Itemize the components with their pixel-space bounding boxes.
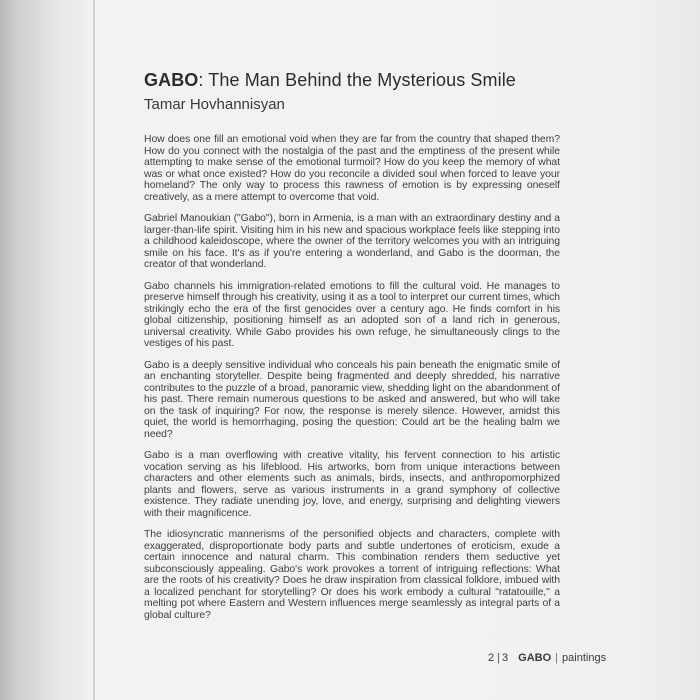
page-footer [488, 652, 606, 664]
binding-shadow [0, 0, 95, 700]
title-brand: GABO [144, 70, 199, 90]
footer-separator: | [555, 652, 559, 664]
footer-section: paintings [562, 652, 607, 664]
page-fold [93, 0, 95, 700]
article-body [144, 134, 560, 631]
paragraph-6: The idiosyncratic mannerisms of the personified objects and characters, complete with exaggerated, disproportionate body parts and subtle undertones of eroticism, exude a certain innocence and natural charm. This combination renders them seductive yet subconsciously appealing. Gabo's work provokes a torrent of intriguing reflections: What are the roots of his creativity? Does he draw inspiration from classical folklore, imbued with a localized penchant for storytelling? Or does his work embody a cultural "ratatouille," a melting pot where Eastern and Western influences merge seamlessly as integral parts of a global culture? [144, 529, 560, 621]
paragraph-2: Gabriel Manoukian ("Gabo"), born in Armenia, is a man with an extraordinary destiny and a larger-than-life spirit. Visiting him in his new and spacious workplace feels like stepping into a childhood kaleidoscope, where the owner of the territory welcomes you with an intriguing smile on his face. It's as if you're entering a wonderland, and Gabo is the doorman, the creator of that wonderland. [144, 213, 560, 270]
paragraph-3: Gabo channels his immigration-related emotions to fill the cultural void. He manages to preserve himself through his creativity, using it as a tool to interpret our current times, which strikingly echo the era of the first genocides over a century ago. He finds comfort in his global citizenship, positioning himself as an adopted son of a land rich in generous, universal creativity. While Gabo provides his own refuge, he simultaneously clings to the vestiges of his past. [144, 280, 560, 349]
page-number-separator: | [497, 652, 500, 664]
paragraph-1: How does one fill an emotional void when they are far from the country that shaped them? How do you connect with the nostalgia of the past and the emptiness of the present while attempting to make sense of the emotional turmoil? How do you keep the memory of what was or what once existed? How do you reconcile a divided soul when forced to leave your homeland? The only way to process this rawness of emotion is by expressing oneself creatively, as a mere attempt to overcome that void. [144, 134, 560, 203]
page-number-left: 2 [488, 652, 496, 664]
title-rest: : The Man Behind the Mysterious Smile [198, 70, 516, 90]
footer-brand: GABO [518, 652, 552, 664]
author-name: Tamar Hovhannisyan [144, 96, 285, 113]
paragraph-5: Gabo is a man overflowing with creative vitality, his fervent connection to his artistic vocation serving as his lifeblood. His artworks, born from unique interactions between characters and other elements such as animals, birds, insects, and anthropomorphized plants and flowers, serve as various instruments in a grand symphony of collective existence. They radiate unending joy, love, and energy, surprising and delighting viewers with their magnificence. [144, 450, 560, 519]
paragraph-4: Gabo is a deeply sensitive individual who conceals his pain beneath the enigmatic smile of an enchanting storyteller. Despite being fragmented and deeply shredded, his narrative contributes to the puzzle of a broad, panoramic view, shedding light on the abandonment of his past. There remain numerous questions to be asked and answered, but who will take on the task of inquiring? For now, the response is merely silence. However, amidst this quiet, the world is hemorrhaging, posing the question: Could art be the healing balm we need? [144, 359, 560, 440]
article-title [144, 70, 516, 91]
page-number-right: 3 [501, 652, 510, 664]
